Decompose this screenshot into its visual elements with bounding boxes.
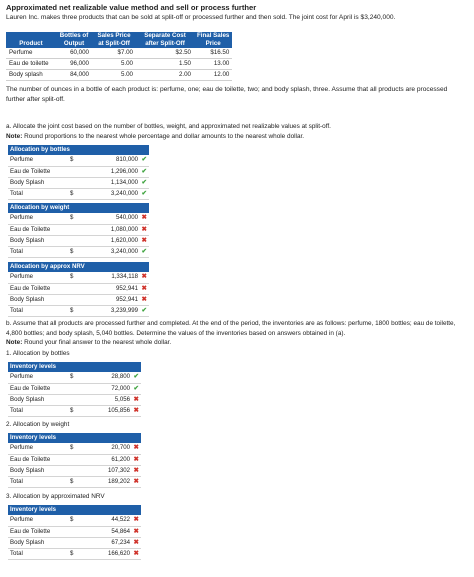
table-row [6, 70, 232, 81]
alloc-bottles-table [8, 145, 149, 200]
block-header: Allocation by weight [8, 203, 149, 213]
table-row [8, 443, 141, 454]
table-row [8, 454, 141, 465]
answer-cell [78, 283, 149, 294]
row-label: Perfume [8, 272, 68, 283]
row-label: Eau de Toilette [8, 283, 68, 294]
answer-input[interactable]: 1,134,000 [110, 178, 138, 186]
answer-cell [78, 272, 149, 283]
row-label: Total [8, 548, 68, 559]
dollar-sign: $ [68, 476, 78, 487]
cross-icon: ✖ [141, 214, 147, 222]
dollar-sign: $ [68, 155, 78, 166]
cross-icon: ✖ [133, 527, 139, 535]
answer-cell [78, 177, 149, 188]
cell: 1.50 [136, 59, 194, 70]
row-label: Body Splash [8, 294, 68, 305]
row-label: Eau de Toilette [8, 526, 68, 537]
cross-icon: ✖ [141, 284, 147, 292]
part-a-question [6, 122, 331, 141]
dollar-sign [68, 454, 78, 465]
cross-icon: ✖ [141, 295, 147, 303]
table-row [8, 383, 141, 394]
answer-input[interactable]: 28,800 [111, 373, 130, 381]
header-separate-cost-2: after Split-Off [136, 40, 194, 48]
header-sales-price-2: at Split-Off [92, 40, 136, 48]
dollar-sign [68, 166, 78, 177]
sub-heading-weight: 2. Allocation by weight [6, 421, 70, 428]
answer-cell [78, 294, 149, 305]
check-icon: ✔ [141, 189, 147, 197]
cell: 12.00 [194, 70, 232, 81]
note-text: Round your final answer to the nearest whole dollar. [22, 339, 172, 347]
answer-input[interactable]: 540,000 [115, 214, 138, 222]
row-label: Total [8, 476, 68, 487]
check-icon: ✔ [141, 156, 147, 164]
cross-icon: ✖ [133, 444, 139, 452]
table-row [8, 394, 141, 405]
header-output-2: Output [56, 40, 92, 48]
answer-cell [78, 476, 141, 487]
cross-icon: ✖ [133, 538, 139, 546]
answer-cell [78, 537, 141, 548]
table-row [8, 283, 149, 294]
dollar-sign [68, 465, 78, 476]
table-row [8, 465, 141, 476]
answer-input[interactable]: 67,234 [111, 538, 130, 546]
table-row [8, 526, 141, 537]
answer-cell [78, 454, 141, 465]
answer-input[interactable]: 810,000 [115, 156, 138, 164]
cell: Body splash [6, 70, 56, 81]
cell: 2.00 [136, 70, 194, 81]
row-label: Body Splash [8, 394, 68, 405]
table-row [8, 537, 141, 548]
row-label: Eau de Toilette [8, 454, 68, 465]
dollar-sign: $ [68, 515, 78, 526]
part-a-note [6, 132, 331, 142]
cross-icon: ✖ [133, 395, 139, 403]
answer-cell [78, 372, 141, 383]
cross-icon: ✖ [133, 549, 139, 557]
cell: 13.00 [194, 59, 232, 70]
answer-input[interactable]: 5,056 [114, 395, 130, 403]
answer-cell [78, 465, 141, 476]
answer-input[interactable]: 1,334,118 [111, 273, 138, 281]
product-table [6, 32, 232, 81]
cross-icon: ✖ [133, 466, 139, 474]
check-icon: ✔ [141, 247, 147, 255]
cross-icon: ✖ [133, 477, 139, 485]
check-icon: ✔ [141, 167, 147, 175]
row-label: Perfume [8, 213, 68, 224]
block-header: Inventory levels [8, 433, 141, 443]
answer-input[interactable]: 952,941 [115, 284, 138, 292]
cell: 60,000 [56, 48, 92, 59]
answer-input[interactable]: 189,202 [107, 477, 130, 485]
note-label: Note: [6, 339, 23, 347]
part-b-text: b. Assume that all products are processed further and completed. At the end of the period, the inventories are as follows: perfume, 1800 bottles; eau de toilette, 4,800 bottles; and body splash, 5,040 bottles. Determine the values of the inventories based on answers obtained in (a). [6, 320, 456, 337]
answer-cell [78, 305, 149, 316]
cell: $16.50 [194, 48, 232, 59]
cell: 96,000 [56, 59, 92, 70]
table-row [8, 515, 141, 526]
dollar-sign [68, 537, 78, 548]
answer-cell [78, 394, 141, 405]
alloc-nrv-table [8, 262, 149, 317]
page-title: Approximated net realizable value method and sell or process further [6, 3, 257, 12]
table-row [8, 224, 149, 235]
row-label: Body Splash [8, 177, 68, 188]
ounces-text: The number of ounces in a bottle of each product is: perfume, one; eau de toilette, two; and body splash, three. Assume that all products are processed further after split-off. [6, 86, 448, 103]
check-icon: ✔ [141, 178, 147, 186]
header-separate-cost-1: Separate Cost [136, 32, 194, 40]
table-row [6, 59, 232, 70]
row-label: Body Splash [8, 235, 68, 246]
answer-input[interactable]: 107,302 [107, 466, 130, 474]
table-row [8, 272, 149, 283]
note-label: Note: [6, 132, 23, 140]
table-row [8, 294, 149, 305]
dollar-sign: $ [68, 548, 78, 559]
row-label: Total [8, 246, 68, 257]
intro-text: Lauren Inc. makes three products that can be sold at split-off or processed further and then sold. The joint cost for April is $3,240,000. [6, 14, 396, 21]
answer-input[interactable]: 1,620,000 [110, 236, 138, 244]
dollar-sign [68, 235, 78, 246]
table-row [8, 476, 141, 487]
row-label: Perfume [8, 515, 68, 526]
table-row [8, 213, 149, 224]
alloc-weight-table [8, 203, 149, 258]
answer-input[interactable]: 54,864 [111, 527, 130, 535]
cross-icon: ✖ [133, 455, 139, 463]
answer-cell [78, 235, 149, 246]
part-b-note [6, 338, 466, 348]
dollar-sign: $ [68, 405, 78, 416]
dollar-sign: $ [68, 272, 78, 283]
cell: Eau de toilette [6, 59, 56, 70]
row-label: Perfume [8, 155, 68, 166]
answer-input[interactable]: 1,296,000 [110, 167, 138, 175]
block-header: Allocation by bottles [8, 145, 149, 155]
answer-cell [78, 188, 149, 199]
check-icon: ✔ [133, 373, 139, 381]
block-header: Allocation by approx NRV [8, 262, 149, 272]
table-row [8, 305, 149, 316]
table-row [8, 235, 149, 246]
header-final-price-1: Final Sales [194, 32, 232, 40]
header-product-2: Product [6, 40, 56, 48]
header-sales-price-1: Sales Price [92, 32, 136, 40]
cross-icon: ✖ [133, 516, 139, 524]
answer-cell [78, 383, 141, 394]
header-output-1: Bottles of [56, 32, 92, 40]
dollar-sign: $ [68, 372, 78, 383]
answer-cell [78, 246, 149, 257]
row-label: Total [8, 188, 68, 199]
table-row [8, 246, 149, 257]
table-row [8, 405, 141, 416]
table-row [8, 177, 149, 188]
answer-input[interactable]: 105,856 [107, 406, 130, 414]
part-a-line: a. Allocate the joint cost based on the number of bottles, weight, and approximated net realizable values at split-off. [6, 123, 331, 130]
dollar-sign [68, 177, 78, 188]
row-label: Total [8, 405, 68, 416]
check-icon: ✔ [141, 306, 147, 314]
block-header: Inventory levels [8, 362, 141, 372]
dollar-sign: $ [68, 246, 78, 257]
cell: Perfume [6, 48, 56, 59]
row-label: Eau de Toilette [8, 224, 68, 235]
row-label: Perfume [8, 443, 68, 454]
answer-input[interactable]: 20,700 [111, 444, 130, 452]
cross-icon: ✖ [141, 236, 147, 244]
row-label: Eau de Toilette [8, 383, 68, 394]
table-row [6, 48, 232, 59]
header-product-1 [6, 32, 56, 40]
dollar-sign: $ [68, 188, 78, 199]
answer-cell [78, 515, 141, 526]
cell: $7.00 [92, 48, 136, 59]
table-row [8, 155, 149, 166]
answer-cell [78, 405, 141, 416]
dollar-sign [68, 383, 78, 394]
answer-input[interactable]: 72,000 [111, 384, 130, 392]
dollar-sign: $ [68, 443, 78, 454]
check-icon: ✔ [133, 384, 139, 392]
answer-cell [78, 155, 149, 166]
inv-weight-table [8, 433, 141, 488]
dollar-sign [68, 283, 78, 294]
inv-nrv-table [8, 505, 141, 560]
table-row [8, 548, 141, 559]
row-label: Body Splash [8, 465, 68, 476]
cross-icon: ✖ [141, 273, 147, 281]
answer-cell [78, 224, 149, 235]
dollar-sign [68, 526, 78, 537]
answer-input[interactable]: 3,240,000 [110, 247, 138, 255]
row-label: Perfume [8, 372, 68, 383]
cell: $2.50 [136, 48, 194, 59]
row-label: Body Splash [8, 537, 68, 548]
row-label: Total [8, 305, 68, 316]
answer-input[interactable]: 44,522 [111, 516, 130, 524]
answer-input[interactable]: 3,239,999 [110, 306, 138, 314]
note-text: Round proportions to the nearest whole percentage and dollar amounts to the nearest whole dollar. [22, 132, 305, 140]
sub-heading-bottles: 1. Allocation by bottles [6, 350, 70, 357]
answer-input[interactable]: 952,941 [115, 295, 138, 303]
cell: 5.00 [92, 70, 136, 81]
block-header: Inventory levels [8, 505, 141, 515]
header-final-price-2: Price [194, 40, 232, 48]
table-row [8, 188, 149, 199]
cell: 84,000 [56, 70, 92, 81]
part-b-question [6, 319, 466, 348]
answer-cell [78, 166, 149, 177]
row-label: Eau de Toilette [8, 166, 68, 177]
table-row [8, 166, 149, 177]
answer-input[interactable]: 1,080,000 [110, 225, 138, 233]
dollar-sign [68, 224, 78, 235]
answer-cell [78, 548, 141, 559]
cell: 5.00 [92, 59, 136, 70]
dollar-sign: $ [68, 213, 78, 224]
dollar-sign: $ [68, 305, 78, 316]
answer-cell [78, 443, 141, 454]
answer-input[interactable]: 166,620 [107, 549, 130, 557]
cross-icon: ✖ [141, 225, 147, 233]
sub-heading-nrv: 3. Allocation by approximated NRV [6, 493, 105, 500]
answer-cell [78, 526, 141, 537]
answer-input[interactable]: 61,200 [111, 455, 130, 463]
dollar-sign [68, 294, 78, 305]
dollar-sign [68, 394, 78, 405]
answer-cell [78, 213, 149, 224]
cross-icon: ✖ [133, 406, 139, 414]
table-row [8, 372, 141, 383]
answer-input[interactable]: 3,240,000 [110, 189, 138, 197]
inv-bottles-table [8, 362, 141, 417]
